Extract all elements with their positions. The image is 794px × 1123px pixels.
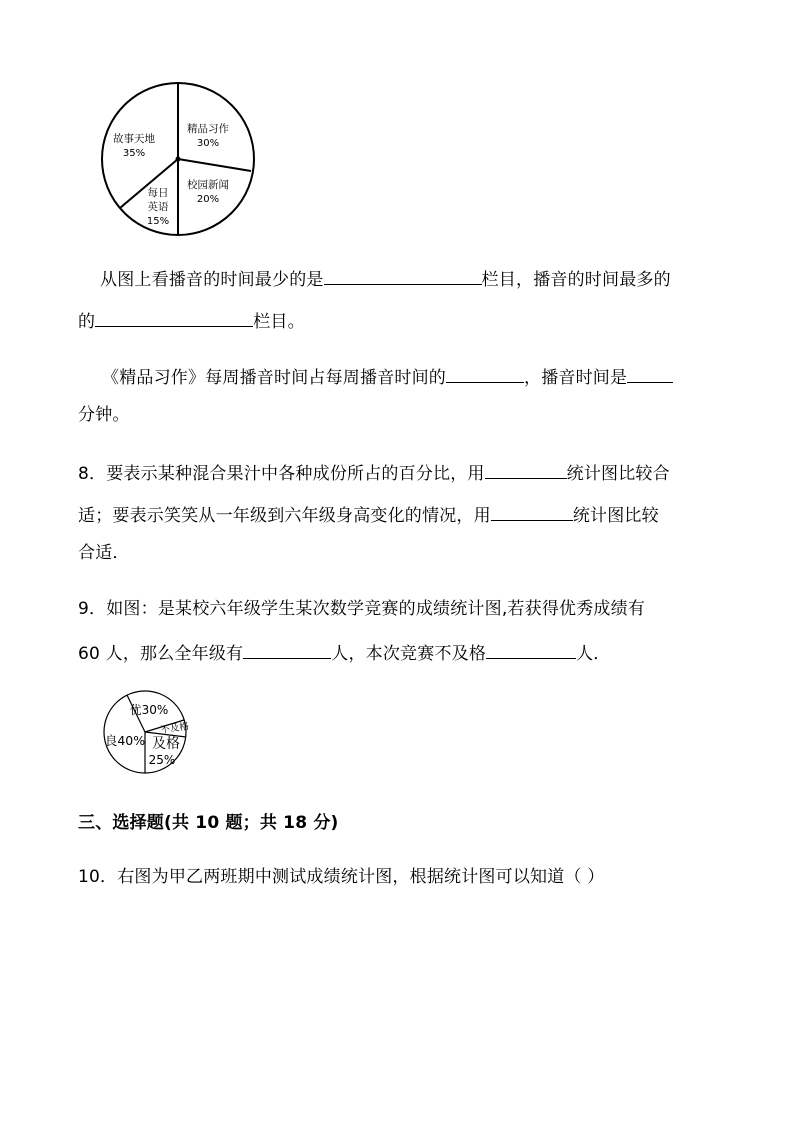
- pie1-pct-xiaoyuan: 20%: [196, 194, 220, 205]
- q8-line-3: [78, 542, 130, 564]
- pie1-label-xiaoyuan: 校园新闻: [187, 179, 229, 191]
- q7-blank-3[interactable]: [446, 364, 524, 383]
- pie2-label-bujige: 不及格: [159, 721, 190, 736]
- pie1-pct-meiri: 15%: [146, 216, 170, 227]
- q8-text-1a: 8．要表示某种混合果汁中各种成份所占的百分比，用: [78, 464, 485, 484]
- q7-text-2a: 的: [78, 312, 96, 332]
- pie2-label-you: 优30%: [129, 703, 169, 717]
- q9-text-1: 9．如图：是某校六年级学生某次数学竞赛的成绩统计图,若获得优秀成绩有: [78, 599, 646, 619]
- pie-chart-broadcast: [90, 78, 290, 248]
- q8-line-1: [78, 460, 670, 485]
- q7-line-4: [78, 404, 130, 426]
- q7-blank-2[interactable]: [95, 308, 253, 327]
- q9-line-2: [78, 640, 610, 665]
- pie1-label-gushi: 故事天地: [113, 133, 155, 145]
- pie1-label-meiri-2: 英语: [147, 201, 169, 213]
- section-3-heading: [78, 812, 339, 834]
- q8-text-2b: 统计图比较: [572, 506, 659, 526]
- q7-text-1a: 从图上看播音的时间最少的是: [100, 270, 324, 290]
- pie2-label-jige: 及格: [152, 736, 180, 752]
- q7-blank-1[interactable]: [324, 266, 482, 285]
- pie-chart-scores: [98, 690, 208, 780]
- q8-blank-2[interactable]: [491, 502, 573, 521]
- q10-line: [78, 866, 604, 888]
- q9-text-2c: 人．: [576, 644, 611, 664]
- q7-line-2: [78, 308, 305, 333]
- q9-text-2a: 60 人，那么全年级有: [78, 644, 244, 664]
- q9-blank-1[interactable]: [243, 640, 331, 659]
- pie1-label-jingpin: 精品习作: [187, 123, 229, 135]
- q8-text-2a: 适；要表示笑笑从一年级到六年级身高变化的情况，用: [78, 506, 491, 526]
- q8-text-1b: 统计图比较合: [566, 464, 670, 484]
- q7-text-2b: 栏目。: [253, 312, 305, 332]
- q9-text-2b: 人，本次竞赛不及格: [331, 644, 487, 664]
- pie2-label-liang: 良40%: [104, 733, 146, 748]
- pie1-center-dot: [176, 157, 181, 162]
- section-3-heading-text: 三、选择题(共 10 题；共 18 分): [78, 813, 339, 833]
- q7-line-1: [100, 266, 671, 291]
- pie2-pct-jige: 25%: [148, 753, 176, 767]
- q9-blank-2[interactable]: [486, 640, 576, 659]
- pie1-pct-jingpin: 30%: [196, 138, 220, 149]
- q7-text-3a: 《精品习作》每周播音时间占每周播音时间的: [102, 368, 446, 388]
- pie1-pct-gushi: 35%: [122, 148, 146, 159]
- q8-blank-1[interactable]: [485, 460, 567, 479]
- q7-line-3: [102, 364, 673, 389]
- q7-blank-4[interactable]: [627, 364, 673, 383]
- q7-text-3b: ，播音时间是: [524, 368, 628, 388]
- q8-text-3: 合适．: [78, 543, 130, 563]
- q9-line-1: [78, 598, 645, 620]
- q7-text-4: 分钟。: [78, 405, 130, 425]
- pie1-divider-right: [178, 159, 251, 171]
- pie1-label-meiri-1: 每日: [147, 187, 169, 199]
- q7-text-1b: 栏目，播音的时间最多的: [481, 270, 671, 290]
- q10-text: 10．右图为甲乙两班期中测试成绩统计图，根据统计图可以知道（ ）: [78, 867, 605, 887]
- q8-line-2: [78, 502, 659, 527]
